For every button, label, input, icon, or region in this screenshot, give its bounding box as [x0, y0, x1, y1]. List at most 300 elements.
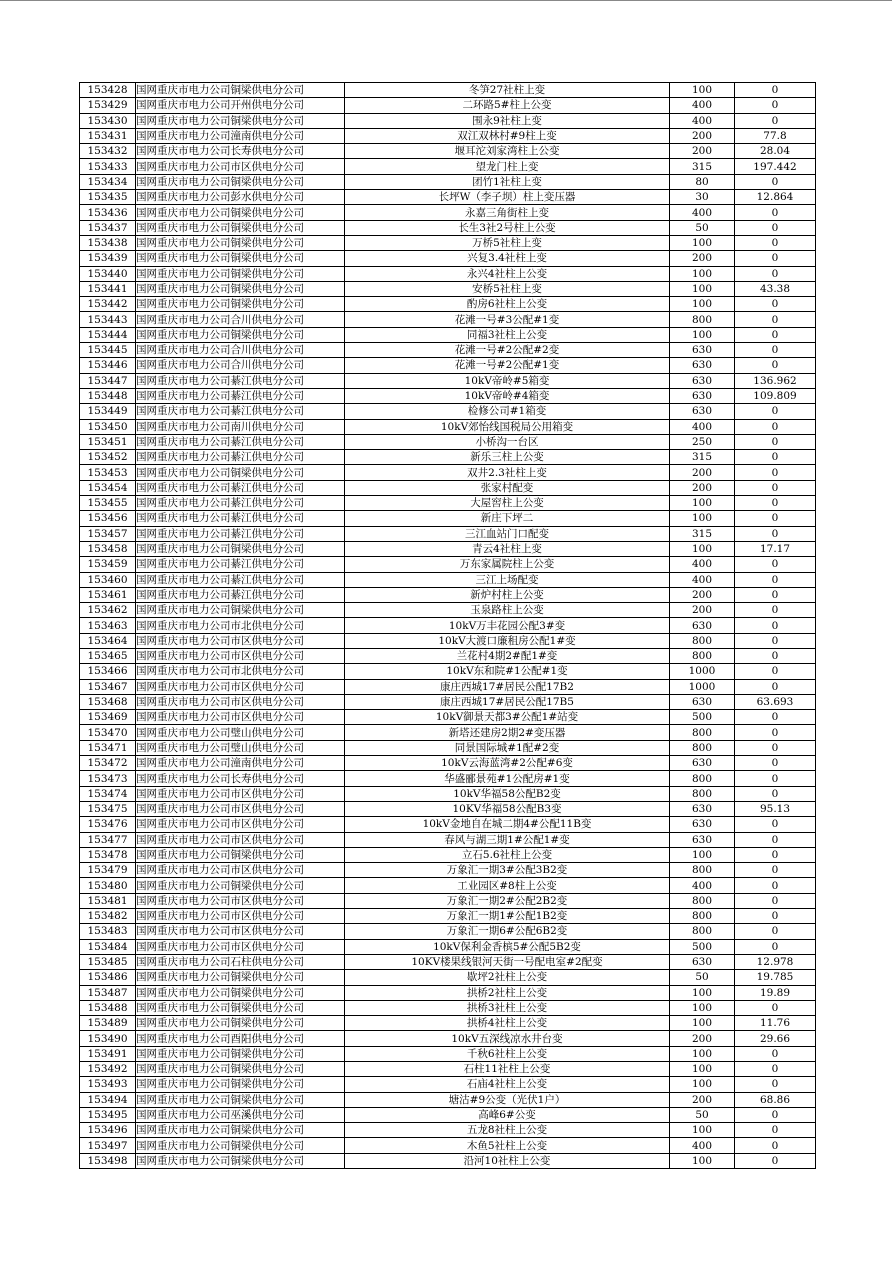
company-cell: 国网重庆市电力公司市区供电分公司 — [136, 909, 345, 924]
capacity-cell: 50 — [670, 970, 735, 985]
record-id-cell: 153431 — [80, 128, 136, 143]
table-row — [80, 1092, 816, 1107]
record-id-cell: 153471 — [80, 740, 136, 755]
company-cell: 国网重庆市电力公司綦江供电分公司 — [136, 480, 345, 495]
transformer-name-cell: 五龙8社柱上公变 — [345, 1123, 670, 1138]
capacity-cell: 630 — [670, 817, 735, 832]
value-cell: 0 — [735, 832, 816, 847]
company-cell: 国网重庆市电力公司铜梁供电分公司 — [136, 266, 345, 281]
capacity-cell: 400 — [670, 205, 735, 220]
value-cell: 0 — [735, 557, 816, 572]
value-cell: 19.89 — [735, 985, 816, 1000]
capacity-cell: 630 — [670, 343, 735, 358]
transformer-name-cell: 石柱11社柱上公变 — [345, 1062, 670, 1077]
company-cell: 国网重庆市电力公司铜梁供电分公司 — [136, 251, 345, 266]
company-cell: 国网重庆市电力公司铜梁供电分公司 — [136, 1138, 345, 1153]
capacity-cell: 100 — [670, 266, 735, 281]
transformer-name-cell: 大屋窖柱上公变 — [345, 496, 670, 511]
table-row — [80, 954, 816, 969]
company-cell: 国网重庆市电力公司市区供电分公司 — [136, 633, 345, 648]
capacity-cell: 100 — [670, 83, 735, 98]
transformer-name-cell: 10kV金地自在城二期4#公配11B变 — [345, 817, 670, 832]
record-id-cell: 153487 — [80, 985, 136, 1000]
table-row — [80, 557, 816, 572]
table-row — [80, 83, 816, 98]
company-cell: 国网重庆市电力公司酉阳供电分公司 — [136, 1031, 345, 1046]
company-cell: 国网重庆市电力公司铜梁供电分公司 — [136, 1092, 345, 1107]
record-id-cell: 153452 — [80, 450, 136, 465]
table-row — [80, 235, 816, 250]
company-cell: 国网重庆市电力公司市区供电分公司 — [136, 832, 345, 847]
capacity-cell: 630 — [670, 954, 735, 969]
table-row — [80, 817, 816, 832]
value-cell: 63.693 — [735, 694, 816, 709]
transformer-name-cell: 万象汇一期2#公配2B2变 — [345, 893, 670, 908]
table-row — [80, 496, 816, 511]
value-cell: 0 — [735, 618, 816, 633]
transformer-name-cell: 新塔还建房2期2#变压器 — [345, 725, 670, 740]
company-cell: 国网重庆市电力公司綦江供电分公司 — [136, 511, 345, 526]
value-cell: 0 — [735, 603, 816, 618]
table-row — [80, 1000, 816, 1015]
table-row — [80, 1077, 816, 1092]
record-id-cell: 153468 — [80, 694, 136, 709]
record-id-cell: 153440 — [80, 266, 136, 281]
transformer-name-cell: 春风与湖三期1#公配1#变 — [345, 832, 670, 847]
table-row — [80, 113, 816, 128]
table-row — [80, 434, 816, 449]
capacity-cell: 800 — [670, 863, 735, 878]
company-cell: 国网重庆市电力公司合川供电分公司 — [136, 343, 345, 358]
record-id-cell: 153455 — [80, 496, 136, 511]
table-row — [80, 1153, 816, 1168]
company-cell: 国网重庆市电力公司市区供电分公司 — [136, 648, 345, 663]
table-row — [80, 159, 816, 174]
transformer-name-cell: 花滩一号#2公配#2变 — [345, 343, 670, 358]
transformer-name-cell: 万东家属院柱上公变 — [345, 557, 670, 572]
table-row — [80, 404, 816, 419]
company-cell: 国网重庆市电力公司铜梁供电分公司 — [136, 1000, 345, 1015]
table-row — [80, 771, 816, 786]
table-row — [80, 1123, 816, 1138]
record-id-cell: 153441 — [80, 281, 136, 296]
capacity-cell: 100 — [670, 1123, 735, 1138]
transformer-name-cell: 万象汇一期1#公配1B2变 — [345, 909, 670, 924]
table-row — [80, 710, 816, 725]
record-id-cell: 153456 — [80, 511, 136, 526]
record-id-cell: 153459 — [80, 557, 136, 572]
table-row — [80, 465, 816, 480]
table-row — [80, 358, 816, 373]
transformer-name-cell: 望龙门柱上变 — [345, 159, 670, 174]
company-cell: 国网重庆市电力公司綦江供电分公司 — [136, 572, 345, 587]
transformer-name-cell: 双江双林村#9柱上变 — [345, 128, 670, 143]
record-id-cell: 153497 — [80, 1138, 136, 1153]
transformer-name-cell: 小桥沟一台区 — [345, 434, 670, 449]
company-cell: 国网重庆市电力公司铜梁供电分公司 — [136, 878, 345, 893]
company-cell: 国网重庆市电力公司铜梁供电分公司 — [136, 603, 345, 618]
record-id-cell: 153488 — [80, 1000, 136, 1015]
company-cell: 国网重庆市电力公司市区供电分公司 — [136, 893, 345, 908]
transformer-name-cell: 二环路5#柱上公变 — [345, 98, 670, 113]
value-cell: 0 — [735, 480, 816, 495]
company-cell: 国网重庆市电力公司璧山供电分公司 — [136, 725, 345, 740]
transformer-table — [79, 82, 816, 1169]
record-id-cell: 153467 — [80, 679, 136, 694]
record-id-cell: 153492 — [80, 1062, 136, 1077]
transformer-name-cell: 同福3社柱上公变 — [345, 327, 670, 342]
capacity-cell: 200 — [670, 251, 735, 266]
transformer-name-cell: 长生3社2号柱上公变 — [345, 220, 670, 235]
company-cell: 国网重庆市电力公司铜梁供电分公司 — [136, 113, 345, 128]
record-id-cell: 153469 — [80, 710, 136, 725]
company-cell: 国网重庆市电力公司綦江供电分公司 — [136, 557, 345, 572]
record-id-cell: 153463 — [80, 618, 136, 633]
value-cell: 0 — [735, 113, 816, 128]
record-id-cell: 153438 — [80, 235, 136, 250]
transformer-name-cell: 永嘉三角街柱上变 — [345, 205, 670, 220]
company-cell: 国网重庆市电力公司潼南供电分公司 — [136, 128, 345, 143]
company-cell: 国网重庆市电力公司铜梁供电分公司 — [136, 174, 345, 189]
capacity-cell: 400 — [670, 98, 735, 113]
transformer-name-cell: 新庄下坪二 — [345, 511, 670, 526]
value-cell: 12.864 — [735, 190, 816, 205]
transformer-name-cell: 双井2.3社柱上变 — [345, 465, 670, 480]
capacity-cell: 630 — [670, 756, 735, 771]
table-row — [80, 343, 816, 358]
transformer-name-cell: 围永9社柱上变 — [345, 113, 670, 128]
company-cell: 国网重庆市电力公司綦江供电分公司 — [136, 450, 345, 465]
capacity-cell: 315 — [670, 450, 735, 465]
transformer-name-cell: 华盛郦景苑#1公配房#1变 — [345, 771, 670, 786]
company-cell: 国网重庆市电力公司市北供电分公司 — [136, 664, 345, 679]
table-row — [80, 220, 816, 235]
transformer-name-cell: 兰花村4期2#配1#变 — [345, 648, 670, 663]
transformer-name-cell: 10KV楼果线银河天街一号配电室#2配变 — [345, 954, 670, 969]
capacity-cell: 630 — [670, 618, 735, 633]
capacity-cell: 400 — [670, 113, 735, 128]
company-cell: 国网重庆市电力公司綦江供电分公司 — [136, 496, 345, 511]
record-id-cell: 153466 — [80, 664, 136, 679]
value-cell: 0 — [735, 312, 816, 327]
table-row — [80, 893, 816, 908]
capacity-cell: 630 — [670, 694, 735, 709]
record-id-cell: 153489 — [80, 1016, 136, 1031]
record-id-cell: 153448 — [80, 388, 136, 403]
transformer-name-cell: 10kV郊怡线国税局公用箱变 — [345, 419, 670, 434]
company-cell: 国网重庆市电力公司铜梁供电分公司 — [136, 465, 345, 480]
company-cell: 国网重庆市电力公司长寿供电分公司 — [136, 771, 345, 786]
table-row — [80, 801, 816, 816]
value-cell: 0 — [735, 847, 816, 862]
value-cell: 17.17 — [735, 541, 816, 556]
transformer-name-cell: 10kV云海蓝湾#2公配#6变 — [345, 756, 670, 771]
company-cell: 国网重庆市电力公司铜梁供电分公司 — [136, 1077, 345, 1092]
transformer-name-cell: 检修公司#1箱变 — [345, 404, 670, 419]
table-row — [80, 694, 816, 709]
company-cell: 国网重庆市电力公司铜梁供电分公司 — [136, 1062, 345, 1077]
company-cell: 国网重庆市电力公司市区供电分公司 — [136, 924, 345, 939]
transformer-name-cell: 万桥5社柱上变 — [345, 235, 670, 250]
capacity-cell: 400 — [670, 557, 735, 572]
company-cell: 国网重庆市电力公司市区供电分公司 — [136, 694, 345, 709]
transformer-name-cell: 千秋6社柱上公变 — [345, 1046, 670, 1061]
transformer-name-cell: 安桥5社柱上变 — [345, 281, 670, 296]
transformer-name-cell: 10KV华福58公配B3变 — [345, 801, 670, 816]
record-id-cell: 153484 — [80, 939, 136, 954]
company-cell: 国网重庆市电力公司市区供电分公司 — [136, 710, 345, 725]
company-cell: 国网重庆市电力公司綦江供电分公司 — [136, 434, 345, 449]
transformer-name-cell: 10kV帝岭#5箱变 — [345, 373, 670, 388]
table-row — [80, 1016, 816, 1031]
record-id-cell: 153490 — [80, 1031, 136, 1046]
company-cell: 国网重庆市电力公司綦江供电分公司 — [136, 587, 345, 602]
value-cell: 0 — [735, 924, 816, 939]
record-id-cell: 153479 — [80, 863, 136, 878]
company-cell: 国网重庆市电力公司铜梁供电分公司 — [136, 205, 345, 220]
transformer-name-cell: 塘沽#9公变（光伏1户） — [345, 1092, 670, 1107]
value-cell: 0 — [735, 251, 816, 266]
table-row — [80, 128, 816, 143]
transformer-name-cell: 兴复3.4社柱上变 — [345, 251, 670, 266]
capacity-cell: 630 — [670, 832, 735, 847]
transformer-name-cell: 同景国际城#1配#2变 — [345, 740, 670, 755]
record-id-cell: 153449 — [80, 404, 136, 419]
table-row — [80, 648, 816, 663]
value-cell: 0 — [735, 863, 816, 878]
company-cell: 国网重庆市电力公司彭水供电分公司 — [136, 190, 345, 205]
record-id-cell: 153491 — [80, 1046, 136, 1061]
company-cell: 国网重庆市电力公司铜梁供电分公司 — [136, 297, 345, 312]
value-cell: 0 — [735, 664, 816, 679]
capacity-cell: 630 — [670, 373, 735, 388]
value-cell: 0 — [735, 939, 816, 954]
table-row — [80, 190, 816, 205]
table-row — [80, 847, 816, 862]
record-id-cell: 153433 — [80, 159, 136, 174]
capacity-cell: 800 — [670, 924, 735, 939]
value-cell: 0 — [735, 434, 816, 449]
table-row — [80, 679, 816, 694]
company-cell: 国网重庆市电力公司合川供电分公司 — [136, 358, 345, 373]
transformer-name-cell: 新炉村柱上公变 — [345, 587, 670, 602]
record-id-cell: 153477 — [80, 832, 136, 847]
value-cell: 0 — [735, 648, 816, 663]
company-cell: 国网重庆市电力公司铜梁供电分公司 — [136, 327, 345, 342]
company-cell: 国网重庆市电力公司合川供电分公司 — [136, 312, 345, 327]
record-id-cell: 153481 — [80, 893, 136, 908]
record-id-cell: 153465 — [80, 648, 136, 663]
record-id-cell: 153439 — [80, 251, 136, 266]
company-cell: 国网重庆市电力公司市区供电分公司 — [136, 786, 345, 801]
value-cell: 0 — [735, 496, 816, 511]
company-cell: 国网重庆市电力公司市区供电分公司 — [136, 863, 345, 878]
value-cell: 77.8 — [735, 128, 816, 143]
capacity-cell: 100 — [670, 541, 735, 556]
transformer-name-cell: 立石5.6社柱上公变 — [345, 847, 670, 862]
company-cell: 国网重庆市电力公司市区供电分公司 — [136, 679, 345, 694]
transformer-name-cell: 永兴4社柱上公变 — [345, 266, 670, 281]
table-row — [80, 939, 816, 954]
value-cell: 136.962 — [735, 373, 816, 388]
capacity-cell: 630 — [670, 358, 735, 373]
record-id-cell: 153495 — [80, 1107, 136, 1122]
value-cell: 0 — [735, 511, 816, 526]
table-row — [80, 664, 816, 679]
transformer-name-cell: 拱桥2社柱上公变 — [345, 985, 670, 1000]
value-cell: 0 — [735, 526, 816, 541]
capacity-cell: 100 — [670, 327, 735, 342]
table-body — [80, 83, 816, 1169]
record-id-cell: 153464 — [80, 633, 136, 648]
value-cell: 0 — [735, 725, 816, 740]
company-cell: 国网重庆市电力公司市区供电分公司 — [136, 817, 345, 832]
record-id-cell: 153453 — [80, 465, 136, 480]
company-cell: 国网重庆市电力公司石柱供电分公司 — [136, 954, 345, 969]
company-cell: 国网重庆市电力公司铜梁供电分公司 — [136, 1016, 345, 1031]
value-cell: 29.66 — [735, 1031, 816, 1046]
transformer-name-cell: 拱桥3社柱上公变 — [345, 1000, 670, 1015]
record-id-cell: 153494 — [80, 1092, 136, 1107]
transformer-name-cell: 工业园区#8柱上公变 — [345, 878, 670, 893]
record-id-cell: 153461 — [80, 587, 136, 602]
record-id-cell: 153436 — [80, 205, 136, 220]
company-cell: 国网重庆市电力公司綦江供电分公司 — [136, 373, 345, 388]
capacity-cell: 1000 — [670, 679, 735, 694]
capacity-cell: 100 — [670, 496, 735, 511]
company-cell: 国网重庆市电力公司南川供电分公司 — [136, 419, 345, 434]
value-cell: 0 — [735, 358, 816, 373]
company-cell: 国网重庆市电力公司市区供电分公司 — [136, 159, 345, 174]
value-cell: 109.809 — [735, 388, 816, 403]
value-cell: 0 — [735, 786, 816, 801]
record-id-cell: 153457 — [80, 526, 136, 541]
record-id-cell: 153493 — [80, 1077, 136, 1092]
capacity-cell: 800 — [670, 725, 735, 740]
capacity-cell: 50 — [670, 220, 735, 235]
transformer-name-cell: 沿河10社柱上公变 — [345, 1153, 670, 1168]
record-id-cell: 153445 — [80, 343, 136, 358]
company-cell: 国网重庆市电力公司铜梁供电分公司 — [136, 235, 345, 250]
capacity-cell: 400 — [670, 419, 735, 434]
capacity-cell: 800 — [670, 893, 735, 908]
value-cell: 0 — [735, 450, 816, 465]
capacity-cell: 200 — [670, 480, 735, 495]
record-id-cell: 153460 — [80, 572, 136, 587]
value-cell: 0 — [735, 1138, 816, 1153]
transformer-name-cell: 花滩一号#2公配#1变 — [345, 358, 670, 373]
table-row — [80, 480, 816, 495]
value-cell: 0 — [735, 297, 816, 312]
record-id-cell: 153444 — [80, 327, 136, 342]
table-row — [80, 786, 816, 801]
table-row — [80, 1031, 816, 1046]
record-id-cell: 153435 — [80, 190, 136, 205]
company-cell: 国网重庆市电力公司市北供电分公司 — [136, 618, 345, 633]
table-row — [80, 587, 816, 602]
record-id-cell: 153486 — [80, 970, 136, 985]
capacity-cell: 800 — [670, 786, 735, 801]
company-cell: 国网重庆市电力公司铜梁供电分公司 — [136, 1046, 345, 1061]
record-id-cell: 153454 — [80, 480, 136, 495]
capacity-cell: 250 — [670, 434, 735, 449]
capacity-cell: 315 — [670, 526, 735, 541]
table-row — [80, 1107, 816, 1122]
record-id-cell: 153450 — [80, 419, 136, 434]
capacity-cell: 200 — [670, 1092, 735, 1107]
capacity-cell: 400 — [670, 878, 735, 893]
company-cell: 国网重庆市电力公司铜梁供电分公司 — [136, 281, 345, 296]
table-row — [80, 251, 816, 266]
company-cell: 国网重庆市电力公司铜梁供电分公司 — [136, 1153, 345, 1168]
record-id-cell: 153474 — [80, 786, 136, 801]
capacity-cell: 200 — [670, 587, 735, 602]
company-cell: 国网重庆市电力公司铜梁供电分公司 — [136, 220, 345, 235]
company-cell: 国网重庆市电力公司开州供电分公司 — [136, 98, 345, 113]
value-cell: 0 — [735, 465, 816, 480]
capacity-cell: 1000 — [670, 664, 735, 679]
table-row — [80, 924, 816, 939]
capacity-cell: 100 — [670, 1016, 735, 1031]
company-cell: 国网重庆市电力公司铜梁供电分公司 — [136, 541, 345, 556]
table-row — [80, 511, 816, 526]
capacity-cell: 800 — [670, 909, 735, 924]
company-cell: 国网重庆市电力公司长寿供电分公司 — [136, 144, 345, 159]
value-cell: 0 — [735, 1077, 816, 1092]
table-row — [80, 144, 816, 159]
page-top-rule — [0, 0, 892, 1]
transformer-name-cell: 团竹1社柱上变 — [345, 174, 670, 189]
company-cell: 国网重庆市电力公司铜梁供电分公司 — [136, 83, 345, 98]
table-row — [80, 633, 816, 648]
value-cell: 0 — [735, 83, 816, 98]
value-cell: 0 — [735, 893, 816, 908]
record-id-cell: 153476 — [80, 817, 136, 832]
value-cell: 0 — [735, 740, 816, 755]
capacity-cell: 80 — [670, 174, 735, 189]
value-cell: 0 — [735, 878, 816, 893]
table-row — [80, 205, 816, 220]
record-id-cell: 153458 — [80, 541, 136, 556]
transformer-name-cell: 长坪W（李子坝）柱上变压器 — [345, 190, 670, 205]
capacity-cell: 200 — [670, 144, 735, 159]
transformer-name-cell: 冬笋27社柱上变 — [345, 83, 670, 98]
value-cell: 0 — [735, 266, 816, 281]
table-row — [80, 281, 816, 296]
transformer-name-cell: 木鱼5社柱上公变 — [345, 1138, 670, 1153]
capacity-cell: 100 — [670, 1062, 735, 1077]
transformer-name-cell: 康庄西城17#居民公配17B2 — [345, 679, 670, 694]
company-cell: 国网重庆市电力公司市区供电分公司 — [136, 801, 345, 816]
record-id-cell: 153496 — [80, 1123, 136, 1138]
capacity-cell: 100 — [670, 1000, 735, 1015]
value-cell: 0 — [735, 1062, 816, 1077]
transformer-name-cell: 花滩一号#3公配#1变 — [345, 312, 670, 327]
capacity-cell: 100 — [670, 847, 735, 862]
capacity-cell: 100 — [670, 511, 735, 526]
record-id-cell: 153429 — [80, 98, 136, 113]
record-id-cell: 153470 — [80, 725, 136, 740]
capacity-cell: 100 — [670, 1046, 735, 1061]
table-row — [80, 572, 816, 587]
transformer-name-cell: 酌房6社柱上公变 — [345, 297, 670, 312]
value-cell: 95.13 — [735, 801, 816, 816]
value-cell: 0 — [735, 679, 816, 694]
company-cell: 国网重庆市电力公司铜梁供电分公司 — [136, 847, 345, 862]
transformer-name-cell: 玉泉路柱上公变 — [345, 603, 670, 618]
transformer-name-cell: 10kV万丰花园公配3#变 — [345, 618, 670, 633]
capacity-cell: 800 — [670, 648, 735, 663]
